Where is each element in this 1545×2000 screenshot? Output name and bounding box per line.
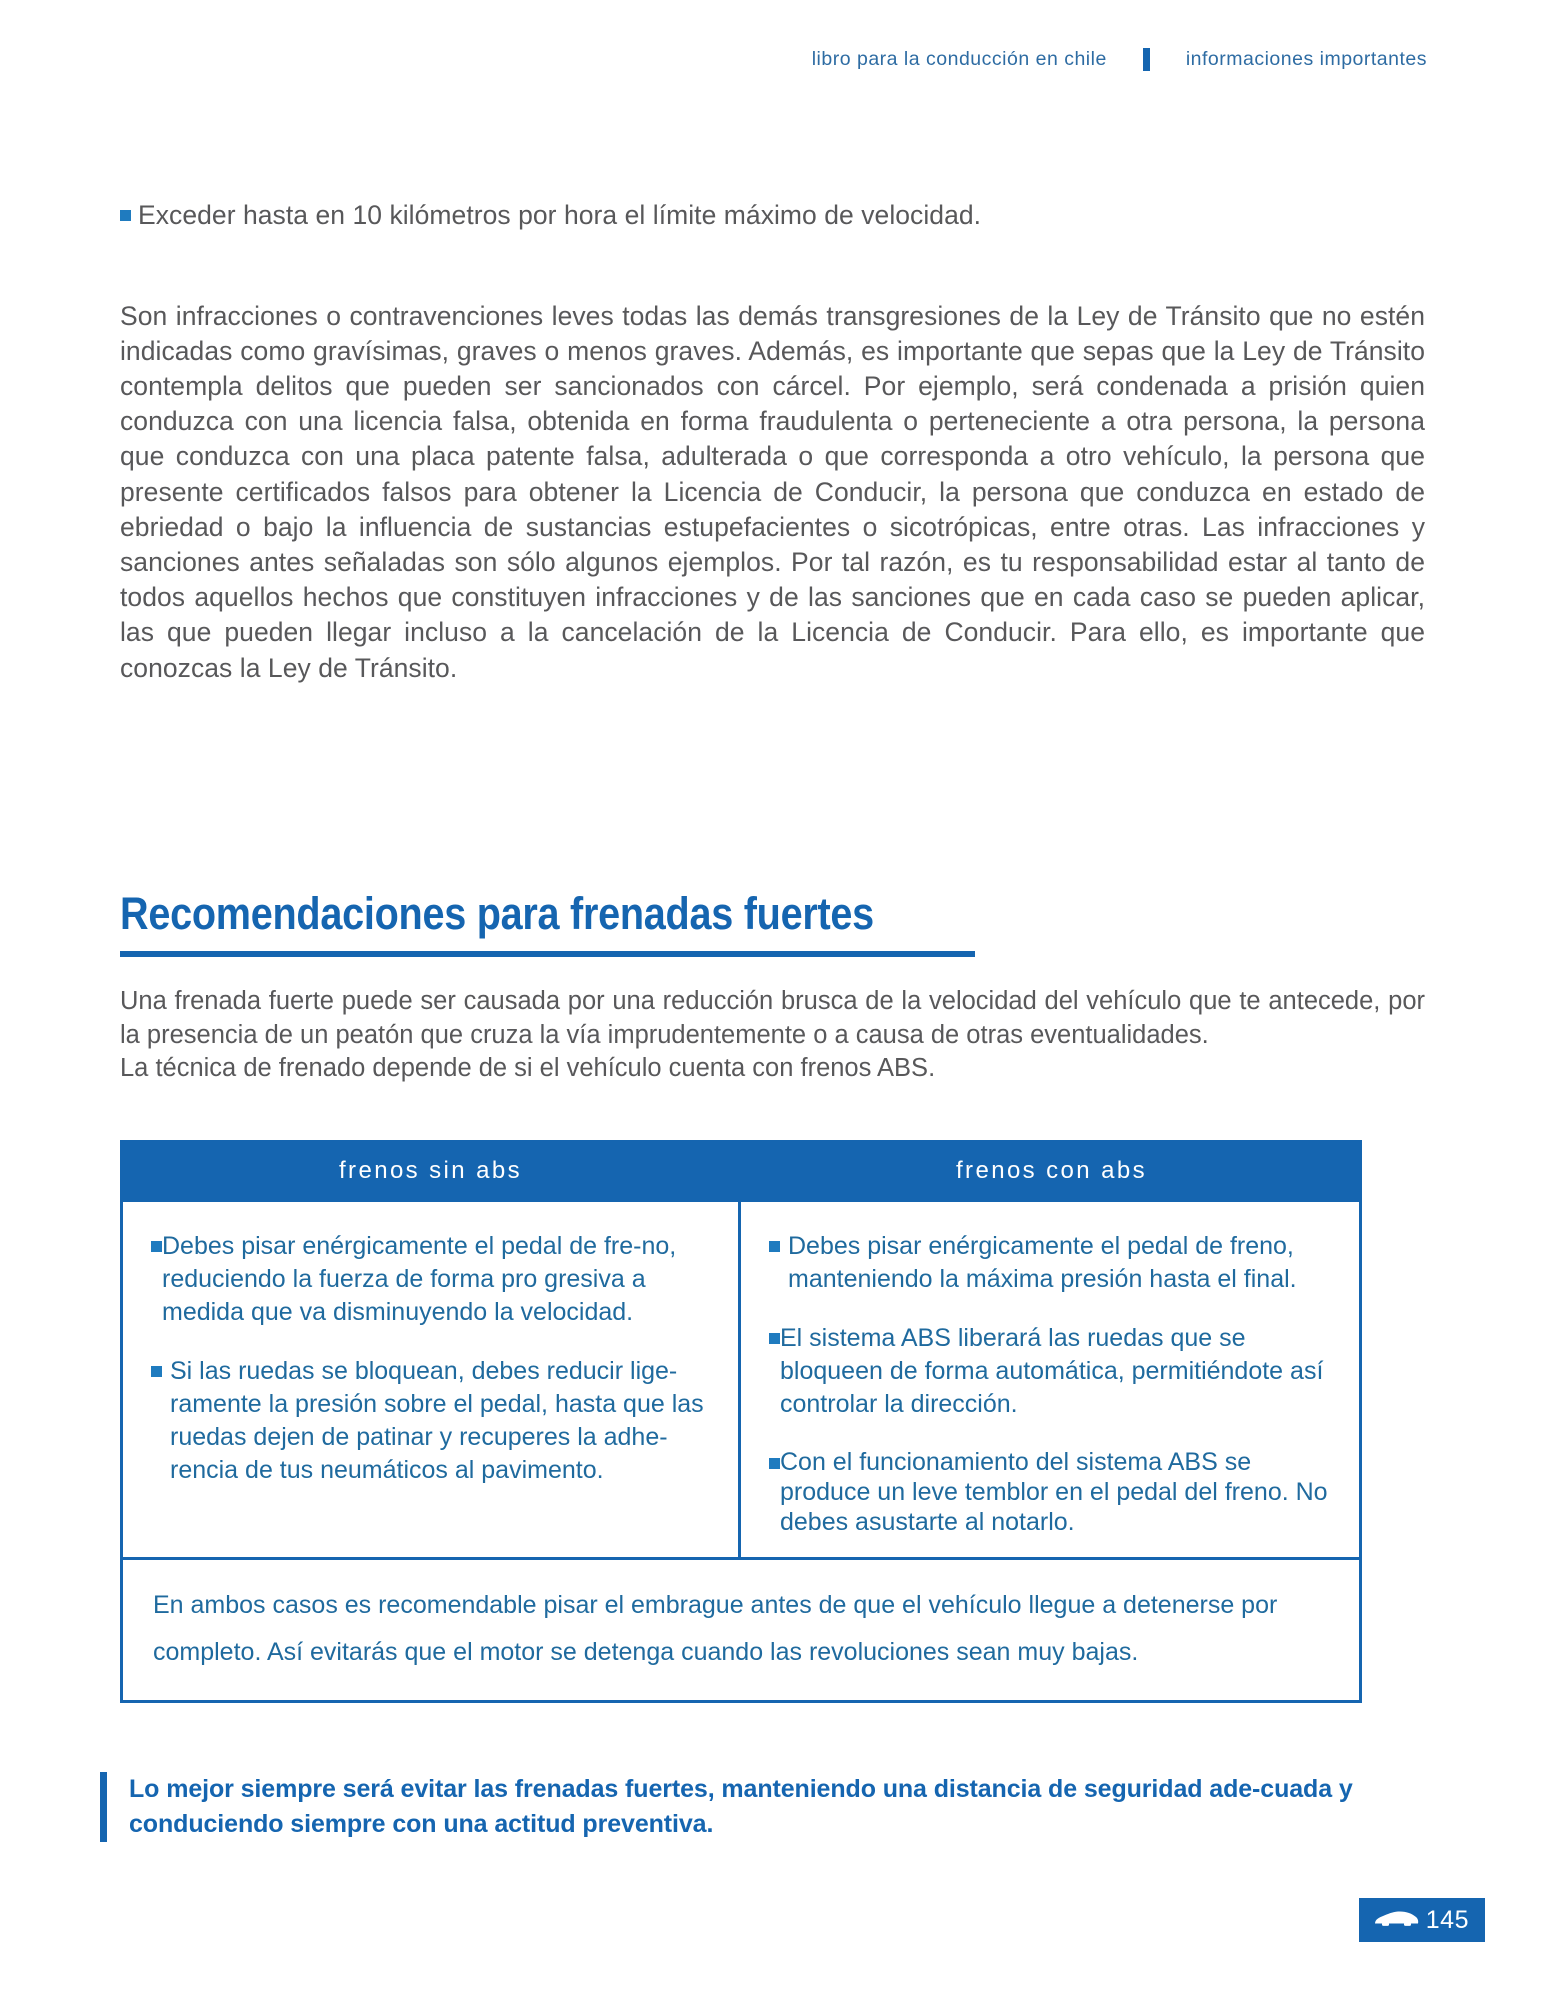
list-item-label: Con el funcionamiento del sistema ABS se produce un leve temblor en el pedal del freno. No debes asustarte al notarlo. — [780, 1448, 1328, 1536]
table-cell-con-abs — [741, 1202, 1359, 1557]
running-header-book-title: libro para la conducción en chile — [811, 48, 1107, 70]
body-paragraph: Son infracciones o contravenciones leves todas las demás transgresiones de la Ley de Tránsito que no estén indicadas como gravísimas, graves o menos graves. Además, es importante que sepas que la Ley de Tránsito contempla delitos que pueden ser sancionados con cárcel. Por ejemplo, será condenada a prisión quien conduzca con una licencia falsa, obtenida en forma fraudulenta o perteneciente a otra persona, la persona que conduzca con una placa patente falsa, adulterada o que corresponda a otro vehículo, la persona que presente certificados falsos para obtener la Licencia de Conducir, la persona que conduzca en estado de ebriedad o bajo la influencia de sustancias estupefacientes o sicotrópicas, entre otras. Las infracciones y sanciones antes señaladas son sólo algunos ejemplos. Por tal razón, es tu responsabilidad estar al tanto de todos aquellos hechos que constituyen infracciones y de las sanciones que en cada caso se pueden aplicar, las que pueden llegar incluso a la cancelación de la Licencia de Conducir. Para ello, es importante que conozcas la Ley de Tránsito. — [120, 300, 1425, 683]
list-item-label: Debes pisar enérgicamente el pedal de freno, manteniendo la máxima presión hasta el final. — [788, 1232, 1297, 1293]
section-intro-lastline: La técnica de frenado depende de si el vehículo cuenta con frenos ABS. — [120, 1054, 936, 1082]
running-header-section-title: informaciones importantes — [1185, 48, 1427, 70]
list-item-label: Si las ruedas se bloquean, debes reducir lige-ramente la presión sobre el pedal, hasta que las ruedas dejen de patinar y recuperes la adhe-rencia de tus neumáticos al pavimento. — [170, 1357, 704, 1484]
list-item — [769, 1447, 1335, 1537]
list-item — [769, 1322, 1335, 1421]
list-item — [120, 198, 1425, 232]
square-bullet-icon — [769, 1241, 780, 1252]
square-bullet-icon — [769, 1333, 780, 1344]
section-intro-main: Una frenada fuerte puede ser causada por una reducción brusca de la velocidad del vehículo que te antecede, por la presencia de un peatón que cruza la vía imprudentemente o a causa de otras eventualidades. — [120, 987, 1425, 1049]
section-underline-rule — [120, 951, 975, 957]
list-item — [151, 1355, 714, 1487]
running-header-separator — [1143, 48, 1150, 71]
list-item — [769, 1230, 1335, 1296]
list-item-label: Debes pisar enérgicamente el pedal de fre-no, reduciendo la fuerza de forma pro gresiva a medida que va disminuyendo la velocidad. — [162, 1232, 677, 1326]
table-body-row — [120, 1202, 1362, 1560]
callout-accent-bar — [100, 1772, 107, 1842]
square-bullet-icon — [120, 210, 131, 221]
page-title: Recomendaciones para frenadas fuertes — [120, 888, 874, 939]
running-header — [0, 48, 1545, 71]
table-column-header-con-abs: frenos con abs — [955, 1157, 1148, 1184]
square-bullet-icon — [151, 1366, 162, 1377]
square-bullet-icon — [769, 1458, 780, 1469]
list-item-label: Exceder hasta en 10 kilómetros por hora el límite máximo de velocidad. — [138, 200, 982, 230]
callout-label: Lo mejor siempre será evitar las frenadas fuertes, manteniendo una distancia de seguridad ade-cuada y conduciendo siempre con una actitud preventiva. — [129, 1775, 1353, 1838]
section-intro — [120, 985, 1425, 1086]
page-number: 145 — [1425, 1905, 1469, 1934]
callout-box — [100, 1772, 1430, 1842]
comparison-table — [120, 1140, 1362, 1703]
page-number-badge — [1359, 1898, 1485, 1942]
table-cell-sin-abs — [123, 1202, 741, 1557]
car-icon — [1373, 1908, 1419, 1933]
table-column-header-sin-abs: frenos sin abs — [338, 1157, 522, 1184]
square-bullet-icon — [151, 1241, 162, 1252]
table-header-row — [120, 1140, 1362, 1202]
list-item-label: El sistema ABS liberará las ruedas que se bloqueen de forma automática, permitiéndote así controlar la dirección. — [780, 1324, 1324, 1418]
table-footer-note: En ambos casos es recomendable pisar el embrague antes de que el vehículo llegue a detenerse por completo. Así evitarás que el motor se detenga cuando las revoluciones sean muy bajas. — [120, 1560, 1362, 1703]
list-item — [151, 1230, 714, 1329]
section-header — [120, 888, 975, 957]
